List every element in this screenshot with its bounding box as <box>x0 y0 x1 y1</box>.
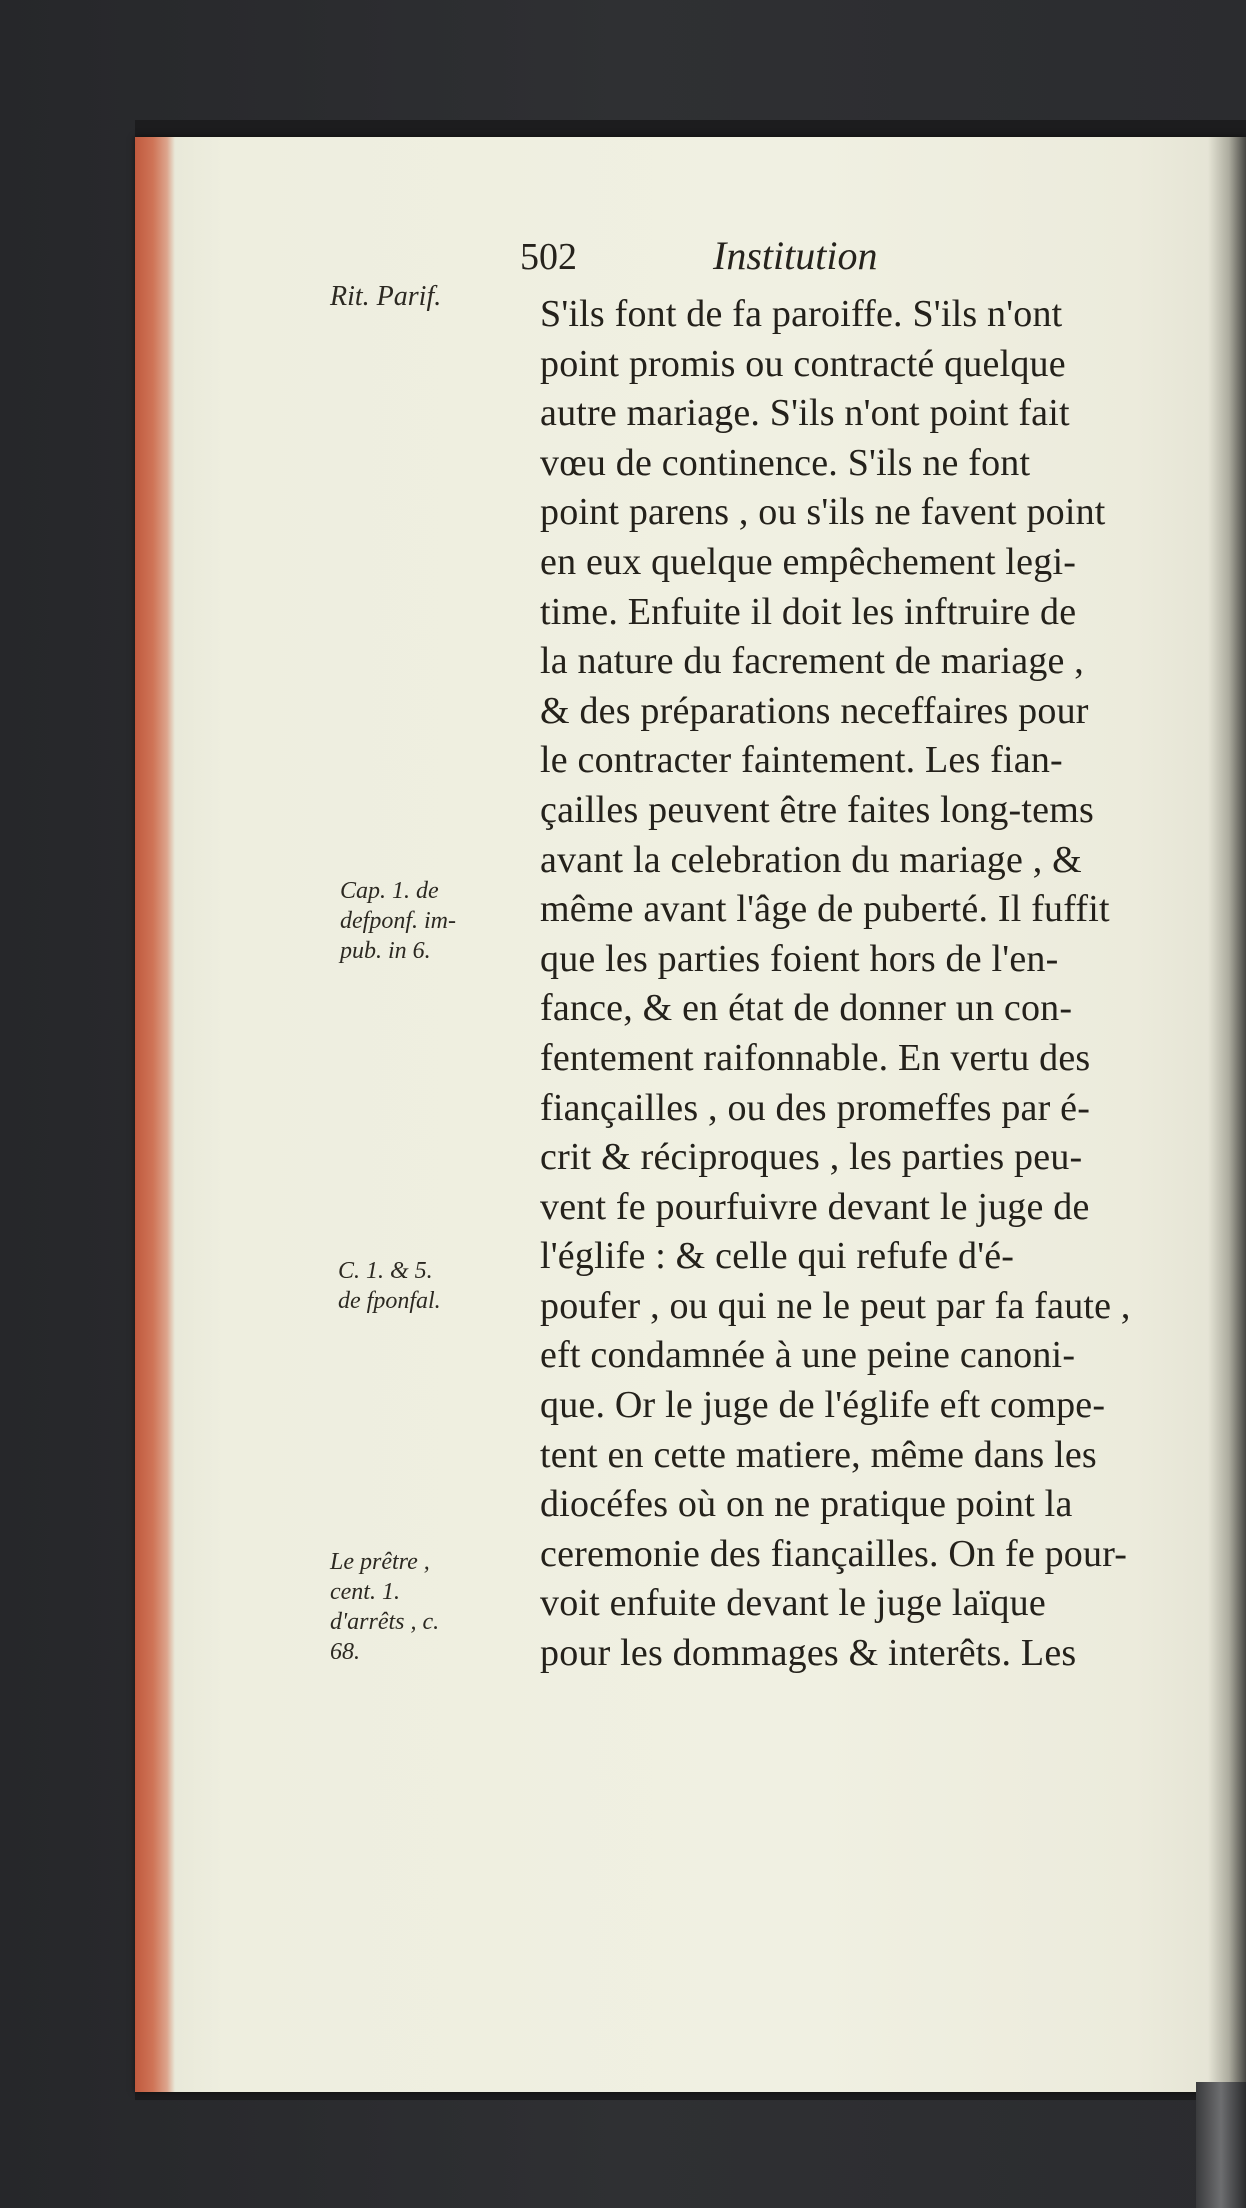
margin-note-line: C. 1. & 5. <box>338 1258 433 1284</box>
margin-note-cap-1 <box>340 876 456 966</box>
text-line: l'églife : & celle qui refufe d'é- <box>540 1235 1015 1278</box>
margin-note-line: cent. 1. <box>330 1579 400 1605</box>
text-line: tent en cette matiere, même dans les <box>540 1433 1097 1476</box>
text-line: point parens , ou s'ils ne favent point <box>540 491 1106 534</box>
text-line: le contracter faintement. Les fian- <box>540 739 1063 782</box>
text-line: en eux quelque empêchement legi- <box>540 540 1077 583</box>
text-line: S'ils font de fa paroiffe. S'ils n'ont <box>540 293 1063 335</box>
margin-note-line: defponf. im- <box>340 908 456 934</box>
text-line: la nature du facrement de mariage , <box>540 640 1084 683</box>
margin-note-c1-sponsal <box>338 1256 441 1316</box>
margin-note-line: de fponfal. <box>338 1288 441 1314</box>
body-text <box>540 290 1210 1679</box>
text-line: eft condamnée à une peine canoni- <box>540 1334 1076 1377</box>
page-gutter-shadow <box>1208 137 1246 2092</box>
text-line: que. Or le juge de l'églife eft compe- <box>540 1384 1106 1427</box>
margin-note-rit-parif <box>330 282 441 312</box>
running-title: Institution <box>713 233 878 278</box>
text-line: poufer , ou qui ne le peut par fa faute , <box>540 1284 1131 1327</box>
margin-note-line: d'arrêts , c. <box>330 1609 440 1635</box>
text-line: vœu de continence. S'ils ne font <box>540 441 1031 484</box>
margin-note-line: pub. in 6. <box>340 938 431 964</box>
page-header <box>520 232 877 279</box>
text-line: avant la celebration du mariage , & <box>540 838 1082 881</box>
text-line: çailles peuvent être faites long-tems <box>540 788 1094 831</box>
text-line: & des préparations neceffaires pour <box>540 689 1089 732</box>
text-line: fance, & en état de donner un con- <box>540 987 1073 1030</box>
text-line: fentement raifonnable. En vertu des <box>540 1036 1091 1079</box>
page-red-edge <box>135 137 175 2092</box>
text-line: diocéfes où on ne pratique point la <box>540 1483 1073 1526</box>
margin-note-le-pretre <box>330 1547 439 1667</box>
text-line: crit & réciproques , les parties peu- <box>540 1136 1083 1179</box>
text-line: fiançailles , ou des promeffes par é- <box>540 1086 1091 1129</box>
text-line: voit enfuite devant le juge laïque <box>540 1582 1046 1625</box>
page-number: 502 <box>520 236 577 278</box>
text-line: que les parties foient hors de l'en- <box>540 937 1059 980</box>
text-line: pour les dommages & interêts. Les <box>540 1632 1077 1675</box>
text-line: vent fe pourfuivre devant le juge de <box>540 1185 1090 1228</box>
book-spine <box>1196 2082 1246 2208</box>
text-line: point promis ou contracté quelque <box>540 342 1066 385</box>
margin-note-line: Cap. 1. de <box>340 878 439 904</box>
text-line: time. Enfuite il doit les inftruire de <box>540 590 1077 633</box>
text-line: ceremonie des fiançailles. On fe pour- <box>540 1532 1128 1575</box>
text-line: autre mariage. S'ils n'ont point fait <box>540 392 1070 435</box>
margin-note-line: Le prêtre , <box>330 1549 430 1575</box>
margin-note-line: 68. <box>330 1639 360 1665</box>
margin-note-line: Rit. Parif. <box>330 281 442 312</box>
text-line: même avant l'âge de puberté. Il fuffit <box>540 888 1110 931</box>
